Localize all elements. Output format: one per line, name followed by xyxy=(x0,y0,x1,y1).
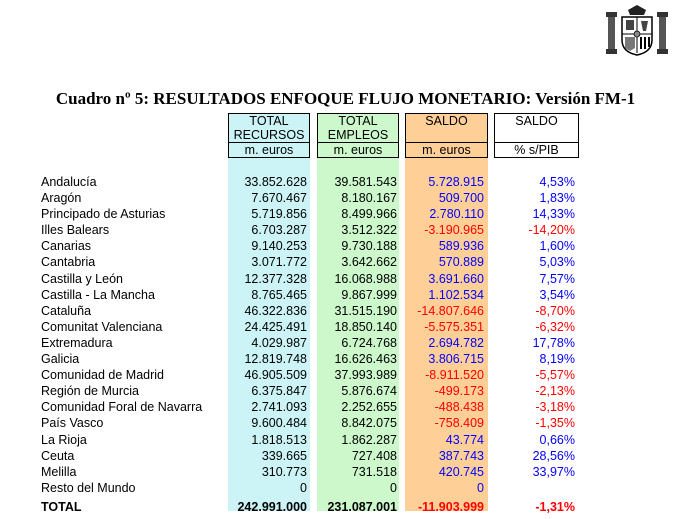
table-row xyxy=(0,174,691,190)
saldo-pib-value: 3,54% xyxy=(539,287,575,302)
recursos-value: 12.377.328 xyxy=(244,271,307,286)
recursos-value: 0 xyxy=(300,480,307,495)
recursos-value: 46.905.509 xyxy=(244,368,307,383)
empleos-value: 16.626.463 xyxy=(334,352,397,367)
empleos-value: 6.724.768 xyxy=(341,335,397,350)
saldo-pib-value: 1,83% xyxy=(539,191,575,206)
region-name: Illes Balears xyxy=(41,223,110,238)
recursos-value: 33.852.628 xyxy=(244,175,307,189)
saldo-pib-value: 7,57% xyxy=(539,271,575,286)
region-name: Extremadura xyxy=(41,335,113,350)
region-name: La Rioja xyxy=(41,432,87,447)
saldo-value: -3.190.965 xyxy=(424,223,484,238)
empleos-value: 9.730.188 xyxy=(341,239,397,254)
saldo-pib-value: -5,57% xyxy=(535,368,575,383)
table-row xyxy=(0,367,691,383)
saldo-value: 5.728.915 xyxy=(428,175,484,189)
region-name: TOTAL xyxy=(41,499,82,514)
region-name: Galicia xyxy=(41,352,80,367)
empleos-value: 231.087.001 xyxy=(327,499,397,514)
saldo-value: 3.806.715 xyxy=(428,352,484,367)
region-name: País Vasco xyxy=(41,416,104,431)
empleos-value: 9.867.999 xyxy=(341,287,397,302)
saldo-value: 3.691.660 xyxy=(428,271,484,286)
recursos-value: 24.425.491 xyxy=(244,319,307,334)
empleos-value: 8.499.966 xyxy=(341,207,397,222)
region-name: Resto del Mundo xyxy=(41,480,136,495)
empleos-value: 8.180.167 xyxy=(341,191,397,206)
saldo-pib-value: -14,20% xyxy=(528,223,575,238)
table-title: Cuadro nº 5: RESULTADOS ENFOQUE FLUJO MONETARIO: Versión FM-1 xyxy=(55,89,636,108)
saldo-value: -8.911.520 xyxy=(425,368,484,383)
saldo-value: 0 xyxy=(477,480,484,495)
region-name: Comunidad Foral de Navarra xyxy=(41,400,203,415)
recursos-value: 242.991.000 xyxy=(237,499,307,514)
empleos-value: 0 xyxy=(390,480,397,495)
recursos-value: 339.665 xyxy=(261,448,307,463)
saldo-value: 1.102.534 xyxy=(428,287,484,302)
saldo-value: 2.694.782 xyxy=(428,335,484,350)
saldo-value: 420.745 xyxy=(438,464,484,479)
table-row xyxy=(0,415,691,431)
table-row xyxy=(0,399,691,415)
recursos-value: 9.600.484 xyxy=(251,416,307,431)
region-name: Aragón xyxy=(41,191,82,206)
empleos-value: 1.862.287 xyxy=(341,432,397,447)
saldo-pib-value: -8,70% xyxy=(535,303,575,318)
saldo-pib-value: 4,53% xyxy=(539,175,575,189)
recursos-value: 310.773 xyxy=(261,464,307,479)
region-name: Región de Murcia xyxy=(41,384,139,399)
saldo-pib-value: -1,35% xyxy=(535,416,575,431)
recursos-value: 2.741.093 xyxy=(251,400,307,415)
saldo-pib-value: 1,60% xyxy=(539,239,575,254)
region-name: Ceuta xyxy=(41,448,75,463)
saldo-pib-value: 5,03% xyxy=(539,255,575,270)
empleos-value: 2.252.655 xyxy=(341,400,397,415)
empleos-value: 37.993.989 xyxy=(334,368,397,383)
saldo-value: 43.774 xyxy=(445,432,484,447)
table-row xyxy=(0,432,691,448)
region-name: Castilla y León xyxy=(41,271,123,286)
region-name: Cantabria xyxy=(41,255,96,270)
recursos-value: 12.819.748 xyxy=(244,352,307,367)
recursos-value: 6.375.847 xyxy=(251,384,307,399)
saldo-value: -11.903.999 xyxy=(417,499,484,514)
saldo-pib-value: 14,33% xyxy=(532,207,575,222)
table-total-row xyxy=(0,499,691,515)
table-row xyxy=(0,254,691,270)
table-row xyxy=(0,222,691,238)
header-total-recursos: TOTAL RECURSOS m. euros xyxy=(228,113,310,158)
table-row xyxy=(0,287,691,303)
saldo-value: 2.780.110 xyxy=(429,207,484,222)
table-row xyxy=(0,319,691,335)
table-row xyxy=(0,303,691,319)
empleos-value: 5.876.674 xyxy=(341,384,397,399)
empleos-value: 39.581.543 xyxy=(334,175,397,189)
region-name: Castilla - La Mancha xyxy=(41,287,155,302)
saldo-value: 570.889 xyxy=(438,255,484,270)
empleos-value: 727.408 xyxy=(351,448,397,463)
saldo-pib-value: -2,13% xyxy=(535,384,575,399)
table-row xyxy=(0,206,691,222)
header-saldo-pib: SALDO % s/PIB xyxy=(494,113,579,158)
recursos-value: 4.029.987 xyxy=(251,335,307,350)
empleos-value: 31.515.190 xyxy=(334,303,397,318)
empleos-value: 18.850.140 xyxy=(334,319,397,334)
saldo-value: 509.700 xyxy=(438,191,484,206)
empleos-value: 731.518 xyxy=(351,464,397,479)
table-row xyxy=(0,480,691,496)
region-name: Andalucía xyxy=(41,175,97,189)
recursos-value: 46.322.836 xyxy=(244,303,307,318)
empleos-value: 16.068.988 xyxy=(334,271,397,286)
table-row xyxy=(0,464,691,480)
saldo-value: -488.438 xyxy=(434,400,484,415)
saldo-pib-value: 17,78% xyxy=(532,335,575,350)
region-name: Principado de Asturias xyxy=(41,207,166,222)
region-name: Melilla xyxy=(41,464,77,479)
empleos-value: 8.842.075 xyxy=(341,416,397,431)
region-name: Cataluña xyxy=(41,303,92,318)
table-row xyxy=(0,383,691,399)
saldo-pib-value: 28,56% xyxy=(532,448,575,463)
saldo-pib-value: 0,66% xyxy=(539,432,575,447)
table-row xyxy=(0,448,691,464)
saldo-value: -5.575.351 xyxy=(424,319,484,334)
saldo-pib-value: -3,18% xyxy=(535,400,575,415)
results-table xyxy=(0,174,691,515)
table-row xyxy=(0,238,691,254)
header-total-empleos: TOTAL EMPLEOS m. euros xyxy=(317,113,399,158)
coat-of-arms-icon xyxy=(606,4,668,56)
recursos-value: 1.818.513 xyxy=(251,432,307,447)
recursos-value: 6.703.287 xyxy=(251,223,307,238)
region-name: Canarias xyxy=(41,239,92,254)
saldo-value: -14.807.646 xyxy=(417,303,484,318)
empleos-value: 3.642.662 xyxy=(341,255,397,270)
table-row xyxy=(0,335,691,351)
recursos-value: 9.140.253 xyxy=(251,239,307,254)
saldo-pib-value: 33,97% xyxy=(532,464,575,479)
saldo-value: -758.409 xyxy=(434,416,484,431)
recursos-value: 5.719.856 xyxy=(251,207,307,222)
region-name: Comunitat Valenciana xyxy=(41,319,163,334)
saldo-value: 589.936 xyxy=(438,239,484,254)
empleos-value: 3.512.322 xyxy=(341,223,397,238)
recursos-value: 8.765.465 xyxy=(251,287,307,302)
table-row xyxy=(0,271,691,287)
region-name: Comunidad de Madrid xyxy=(41,368,164,383)
table-row xyxy=(0,351,691,367)
saldo-pib-value: 8,19% xyxy=(539,352,575,367)
saldo-value: -499.173 xyxy=(434,384,484,399)
saldo-pib-value: -6,32% xyxy=(535,319,575,334)
recursos-value: 3.071.772 xyxy=(251,255,307,270)
header-saldo: SALDO m. euros xyxy=(405,113,488,158)
recursos-value: 7.670.467 xyxy=(251,191,307,206)
saldo-pib-value: -1,31% xyxy=(535,499,575,514)
table-row xyxy=(0,190,691,206)
saldo-value: 387.743 xyxy=(438,448,484,463)
